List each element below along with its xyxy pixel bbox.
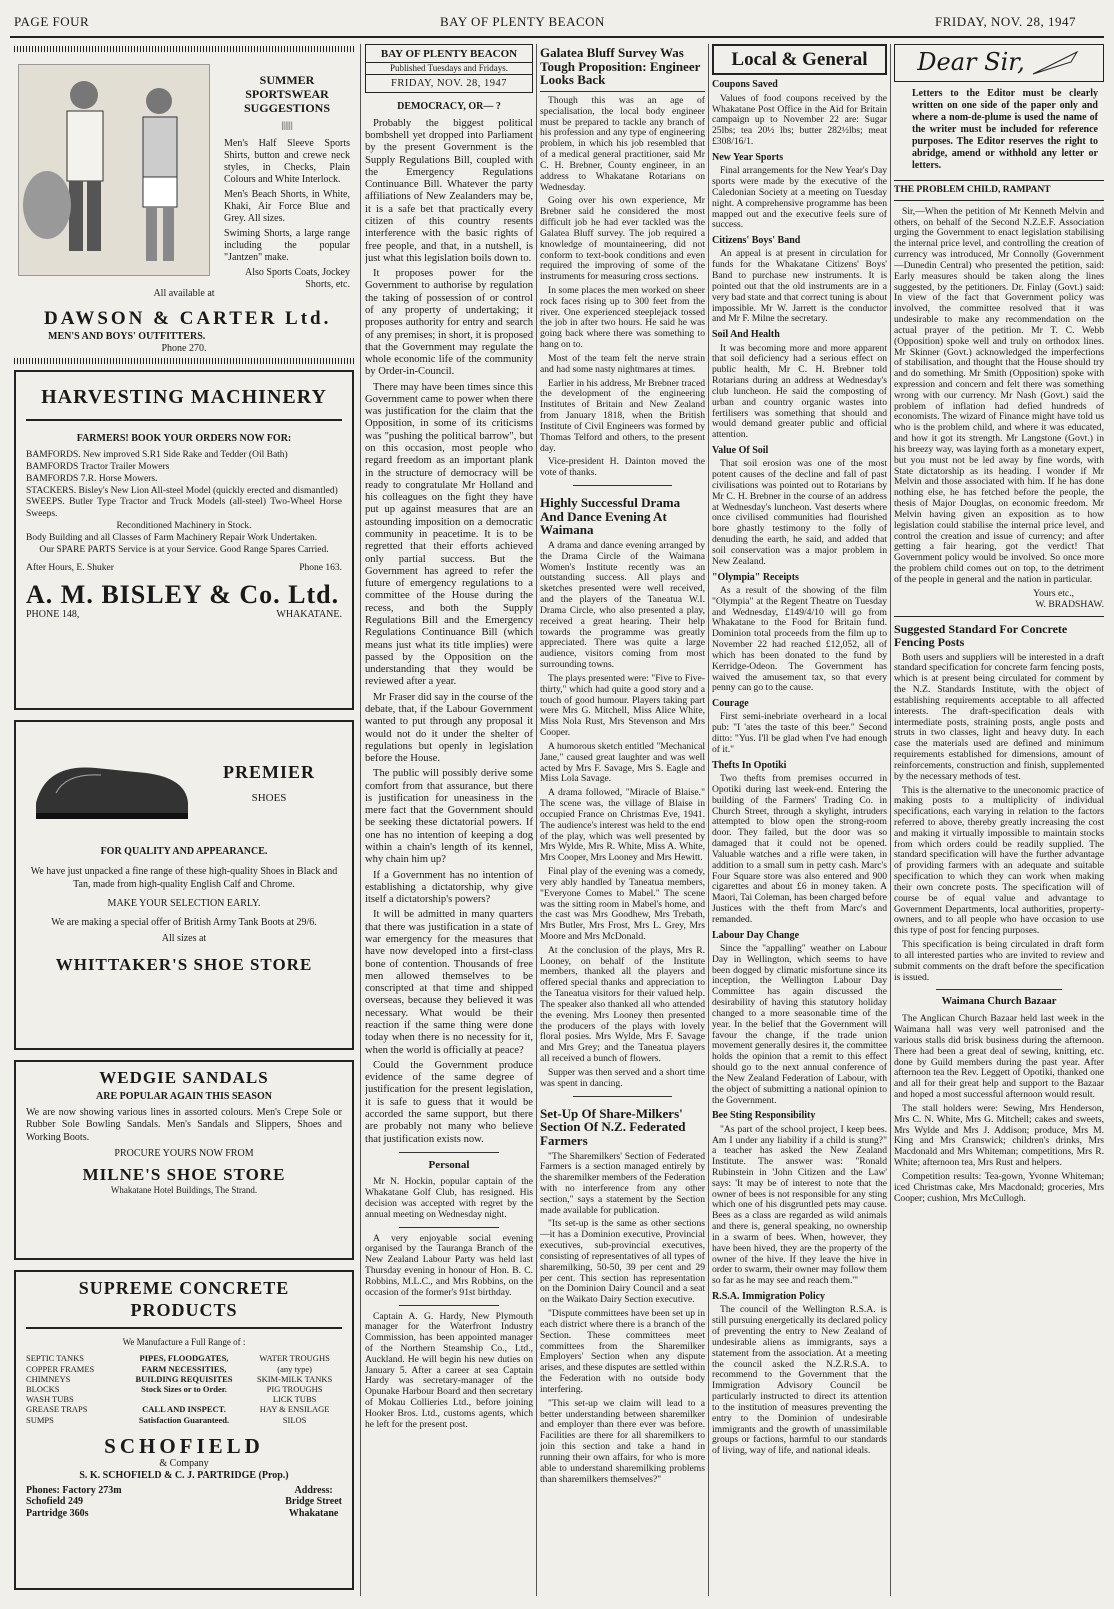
news-item-text: An appeal is at present in circulation for funds for the Whakatane Citizens' Boys' Band to purchase new instruments. It is pointed out that the old instruments are in a very bad state and that correct tuning is about impossible. Mr W. Jarrett is the conductor and Mr F. Milne the secretary. — [712, 248, 887, 325]
ad-address: Whakatane Hotel Buildings, The Strand. — [110, 1184, 258, 1195]
news-item-text: The council of the Wellington R.S.A. is still pursuing energetically its declared policy of preventing the entry to New Zealand of undesirable aliens as immigrants, says a statement from the association. At a meeting the council asked the N.Z.R.S.A. to recommend to the Government that the Immigration Advisory Council be particularly instructed to direct its attention to the institution of measures preventing the entry to the Dominion of undesirable immigrants and the growth of unassimilable groups or factions, harmful to our standards of living, way of life, and national ideals. — [712, 1304, 887, 1457]
article-paragraph: A humorous sketch entitled "Mechanical Jane," caused great laughter and was well acted by Mrs F. Savage, Mrs S. Eagle and Miss Lola Savage. — [540, 740, 705, 785]
news-item-text: That soil erosion was one of the most potent causes of the decline and fall of past civilisations was pointed out to Rotarians by Mr C. H. Brebner in the course of an address at Wednesday's luncheon. Vast deserts where once civilised communities had flourished bore ghastly testimony to the folly of denuding the earth, he said, and added that soil conservation was a major problem in New Zealand. — [712, 458, 887, 567]
brand-name: PREMIER — [223, 761, 315, 782]
letters-column — [894, 44, 1104, 1596]
article-paragraph: The stall holders were: Sewing, Mrs Henderson, Mrs C. N. White, Mrs G. Mitchell; cakes and sweets, Mrs Wylde and Mrs J. Addison; produce, Mrs M. King and Mrs Cranswick; children's drinks, Mrs Macdonald and Mrs Whiteman; competitions, Mrs R. White; afternoon tea, Mrs Rust and helpers. — [894, 1102, 1104, 1169]
article-headline: Set-Up Of Share-Milkers' Section Of N.Z. Federated Farmers — [540, 1105, 686, 1148]
article-paragraph: Competition results: Tea-gown, Yvonne Whiteman; iced Christmas cake, Mrs Macdonald; groceries, Mrs Cooper; cushion, Mrs McCullogh. — [894, 1170, 1104, 1204]
article-paragraph: The Anglican Church Bazaar held last week in the Waimana hall was very well patronised and the various stalls did brisk business during the afternoon. There had been a great deal of sewing, knitting, etc. done by Guild members during the past year. After afternoon tea the Rev. Leggett of Opotiki, thanked one and all for their great help and support to the Bazaar and hoped a most successful afternoon would result. — [894, 1013, 1104, 1101]
column-rule — [536, 44, 537, 1596]
machinery-line: Body Building and all Classes of Farm Machinery Repair Work Undertaken. — [26, 533, 318, 544]
ad-phone: Phone 270. — [161, 342, 207, 354]
ad-text: MAKE YOUR SELECTION EARLY. — [107, 898, 261, 910]
divider — [573, 485, 672, 486]
news-item-text: Two thefts from premises occurred in Opotiki during last week-end. Entering the building of the Farmers' Trading Co. in Church Street, through a skylight, intruders attempted to blow open the strong-room door. They failed, but the door was so damaged that it could not be opened. Valuable watches and a rifle were taken, in addition to a small sum in petty cash. Marc's Four Square store was also entered and 900 cigarettes and about £6 in money taken. A Maori, Tai Coleman, has been charged before Justices with the theft from Marc's and remanded. — [712, 773, 887, 925]
article-paragraph: Most of the team felt the nerve strain and had some nasty nightmares at times. — [540, 352, 705, 375]
editorial-date: FRIDAY, NOV. 28, 1947 — [391, 77, 507, 89]
ad-text: Men's Beach Shorts, in White, Khaki, Air Force Blue and Grey. All sizes. — [224, 189, 350, 225]
divider — [399, 1152, 500, 1153]
local-items-list — [712, 79, 887, 1457]
column-rule — [890, 44, 891, 1596]
machinery-line: BAMFORDS 7.R. Horse Mowers. — [26, 473, 158, 484]
editorial-paragraph: Mr Fraser did say in the course of the debate, that, if the Labour Government wanted to put through any proposal it would not do it under the shelter of regulations but openly in legislation before the House. — [365, 691, 533, 765]
ad-wedgie-sandals — [14, 1060, 354, 1260]
article-paragraph: A drama and dance evening arranged by the Drama Circle of the Waimana Women's Institute recently was an outstanding success. All plays and sketches presented were well received, and the players of the Taneatua W.I. Drama Circle, who also presented a play, received a great hearing. Their help towards the programme was greatly appreciated. There was quite a large audience, visitors coming from most surrounding towns. — [540, 540, 705, 671]
article-paragraph: The plays presented were: "Five to Five-thirty," which had quite a good story and a touch of good humour. Players taking part were Mrs G. Mitchell, Miss Alice White, Miss Nola Rust, Mrs Stevenson and Mrs Cooper. — [540, 672, 705, 739]
news-item-heading: Soil And Health — [712, 329, 780, 341]
ad-text: Men's Half Sleeve Sports Shirts, button and crewe neck styles, in Checks, Plain Colours and White Interlock. — [224, 138, 350, 186]
article-paragraph: Earlier in his address, Mr Brebner traced the development of the engineering Institutes of Britain and New Zealand from January 1818, when the British Institute of Civil Engineers was formed by Thomas Telford and others, to the present day. — [540, 377, 705, 454]
article-headline: Suggested Standard For Concrete Fencing Posts — [894, 622, 1068, 649]
article-paragraph: At the conclusion of the plays, Mrs R. Looney, on behalf of the Institute members, thanked all the players and offered special thanks and appreciation to the Taneatua visitors for their valued help. The speaker also thanked all who attended the evening. Mrs Looney then presented the producers of the plays with lovely floral posies. Mrs Wylde, Mrs F. Savage and Mrs Grey; and the Taneatua players all received a bunch of flowers. — [540, 944, 705, 1065]
products-list: WATER TROUGHS (any type) SKIM-MILK TANKS PIG TROUGHS LICK TUBS HAY & ENSILAGE SILOS — [256, 1353, 333, 1425]
article-paragraph: A drama followed, "Miracle of Blaise." The scene was, the village of Blaise in occupied France on Christmas Eve, 1941. The audience's interest was held to the end of the play, which was well presented by Mrs Wylde, Mrs R. White, Miss A. White, Mrs Cooper, Mrs Looney and Mrs Hewitt. — [540, 787, 705, 864]
article-paragraph: "The Sharemilkers' Section of Federated Farmers is a section managed entirely by the sharemilker members of the Federation with no interference from any other section," says a statement by the Section made available for publication. — [540, 1150, 705, 1216]
letter-signature: W. BRADSHAW. — [1035, 598, 1104, 610]
ad-firm-name: WHITTAKER'S SHOE STORE — [55, 955, 313, 975]
personal-paragraph: Captain A. G. Hardy, New Plymouth manager for the Waterfront Industry Commission, has been appointed manager of the Northern Steamship Co., Ltd., Auckland. He will begin his new duties on January 5. After a career at sea Captain Hardy was secretary-manager of the Opunake Harbour Board and then secretary of Mokau Collieries Ltd., before joining Hooker Bros. Ltd., customs agents, which he left for the present post. — [365, 1310, 533, 1430]
letter-body: Sir,—When the petition of Mr Kenneth Melvin and others, on behalf of the Second N.Z.E.F. Association urging the Government to enact legislation stabilising the internal price level, and controlling the creation of currency was introduced, Mr Connolly (Government—Dunedin Central) who presented the petition, said: Early measures should be taken along the lines suggested, by the petitioners. Dr. Finlay (Govt.) said: In view of the fact that Government policy was involved, the committee resolved that it was undesirable to make any recommendation on the actual prayer of the petition. Mr T. C. Webb (Opposition) spoke well and truly on orthodox lines. Mr Skinner (Govt.) acknowledged the imperfections of stabilisation, and thought that the House should try and do something. Mr Smith (Opposition) spoke with expression and concern and felt there was something wrong with our currency. Mr Nash (Govt.) said the problem of inflation had defied hundreds of economists. The wizard of Finance might have told us who is the problem child, and where it was educated, and how it got its strength. Mr Langstone (Govt.) in his breezy way, was laying forth as a monetary expert, but you must not be led away by fine words, with State dictatorship as its heading. I wonder if Mr Melvin and those associated with him. If he has done nothing else, he has fetched before the people, the thesis of Major Douglas, on economic freedom. Mr Melvin having given an exposition as to how legislation could stabilise the internal price level, and control the creation and issue of currency; and after getting a fair hearing, got the verdict! That Government policy would be involved. So once more the problem child comes out on top, to the detriment of the people in general and the nation in particular. — [894, 205, 1104, 585]
article-headline: Highly Successful Drama And Dance Evening At Waimana — [540, 495, 681, 538]
news-item-heading: Bee Sting Responsibility — [712, 1110, 816, 1122]
news-item-text: As a result of the showing of the film "Olympia" at the Regent Theatre on Tuesday and Wednesday, £149/4/10 will go from Whakatane to the Food for Britain fund. Dominion total proceeds from the film up to November 22 had reached £12,052, all of which has been donated to the fund by Kerridge-Odeon. The Government has waived the amusement tax, so that every penny can go to the cause. — [712, 584, 887, 694]
article-paragraph: This specification is being circulated in draft form to all interested parties who are invited to review and submit comments on the draft before the specification is issued. — [894, 939, 1104, 983]
ad-title: SUMMER SPORTSWEAR SUGGESTIONS — [243, 73, 331, 115]
column-rule — [360, 44, 361, 1596]
news-item-text: Since the "appalling" weather on Labour Day in Wellington, which seems to have been dogged by climatic misfortune since its inception, the Wellington Labour Day Committee has again discussed the desirability of having this statutory holiday changed to a more seasonable time of the year. In the belief that the Government will favour the change, if the trade union movement generally desires it, the committee holds the opinion that a remit to this effect should go to the next annual conference of the New Zealand Federation of Labour, with the object of submitting a national opinion to the Government. — [712, 942, 887, 1106]
ad-text: We are making a special offer of British Army Tank Boots at 29/6. — [51, 917, 317, 929]
news-item-heading: Citizens' Boys' Band — [712, 235, 801, 247]
section-title: Local & General — [712, 44, 887, 75]
article-paragraph: "Its set-up is the same as other sections—it has a Dominion executive, Provincial executives, sub-provincial executives, consisting of representatives of all types of sharemilking, 50-50, 39 per cent and 29 per cent. This section has representation on the Dominion Dairy Council and a seat on the Waikato Dairy Section executive. — [540, 1218, 705, 1306]
quill-pen-icon — [1031, 50, 1081, 76]
dear-sir-logo — [894, 44, 1104, 82]
hatched-border — [14, 46, 354, 52]
products-list: SEPTIC TANKS COPPER FRAMES CHIMNEYS BLOCKS WASH TUBS GREASE TRAPS SUMPS — [26, 1353, 95, 1425]
letter-signoff: Yours etc., — [1033, 587, 1074, 599]
after-hours: After Hours, E. Shuker — [26, 562, 114, 573]
machinery-line: BAMFORDS Tractor Trailer Mowers — [26, 461, 170, 472]
ad-harvesting-machinery — [14, 370, 354, 710]
divider — [399, 1305, 500, 1306]
publication-days: Published Tuesdays and Fridays. — [366, 62, 532, 74]
editorial-paragraph: It will be admitted in many quarters that there was justification in a state of war emergency for the measures that have now developed into a first-class bone of contention. Thousands of free men allowed themselves to be conscripted at that time and shipped overseas, because they believed it was necessary. What would be their reaction if the same thing were done today when there is no necessity for it, when the world is officially at peace? — [365, 909, 533, 1056]
advertisements-column — [14, 44, 354, 1596]
news-item-heading: Coupons Saved — [712, 79, 778, 91]
article-paragraph: Both users and suppliers will be interested in a draft standard specification for concrete farm fencing posts, which is at present being circulated for comment by the N.Z. Standards Institute, with the object of establishing requirements acceptable to all affected interests. The draft-specification deals with intermediate posts, straining posts, angle posts and struts in two classes, light and heavy duty. In each case the materials used are defined and minimum requirements established for dimensions, amount of reinforcements, construction and finish, supplemented by the necessary methods of test. — [894, 651, 1104, 782]
ad-subtitle: MEN'S AND BOYS' OUTFITTERS. — [48, 331, 206, 343]
ad-supreme-concrete — [14, 1270, 354, 1590]
ad-intro: FARMERS! BOOK YOUR ORDERS NOW FOR: — [76, 432, 292, 444]
ad-title: WEDGIE SANDALS — [99, 1068, 269, 1088]
shoe-illustration-icon — [26, 733, 196, 833]
ad-proprietors: S. K. SCHOFIELD & C. J. PARTRIDGE (Prop.) — [79, 1469, 289, 1481]
article-paragraph: Final play of the evening was a comedy, very ably handled by Taneatua members, "Everyone Comes to Mabel." The scene was the sitting room in Mabel's home, and the cast was Mrs Goodhew, Mrs Trebath, Mrs Butler, Mrs Frost, Mrs L. Grey, Mrs Moore and Mrs McDonald. — [540, 866, 705, 942]
editorial-paragraph: If a Government has no intention of establishing a dictatorship, why give itself a dictatorship's powers? — [365, 869, 533, 906]
ad-premier-shoes — [14, 720, 354, 1050]
ad-phone: Phones: Factory 273m Schofield 249 Partridge 360s — [26, 1485, 122, 1519]
news-item-heading: Labour Day Change — [712, 929, 800, 941]
article-paragraph: Supper was then served and a short time was spent in dancing. — [540, 1066, 705, 1089]
editorial-paragraph: Could the Government produce evidence of the same degree of justification for the present legislation, it is safe to guess that it would be accorded the same support, but there are probably not many who believe that justification exists now. — [365, 1059, 533, 1145]
news-item-heading: New Year Sports — [712, 151, 784, 163]
ad-text: All sizes at — [161, 933, 207, 945]
issue-date: FRIDAY, NOV. 28, 1947 — [935, 14, 1077, 29]
article-paragraph: Going over his own experience, Mr Brebner said he considered the most difficult job he had ever tackled was the Galatea Bluff survey. The job required a knowledge of mountaineering, did not conform to text-book conditions and even required the improving of some of the instruments for measuring cross sections. — [540, 195, 705, 283]
masthead-rule — [10, 36, 1104, 38]
machinery-line: BAMFORDS. New improved S.R1 Side Rake and Tedder (Oil Bath) — [26, 449, 288, 460]
ad-text: We have just unpacked a fine range of these high-quality Shoes in Black and Tan, made from high-quality English Calf and Chrome. — [30, 866, 338, 891]
editorial-paragraph: The public will possibly derive some comfort from that assurance, but there is justification for uneasiness in the mere fact that the Government should be seeking these dictatorial powers. If one has no intention of keeping a dog within a chain's length of its kennel, why chain him up? — [365, 768, 533, 866]
ad-company: & Company — [159, 1458, 209, 1470]
ad-firm-name: SCHOFIELD — [104, 1433, 264, 1458]
letter-title: THE PROBLEM CHILD, RAMPANT — [894, 185, 1051, 195]
article-paragraph: Though this was an age of specialisation, the local body engineer must be prepared to tackle any branch of his profession and any type of engineering problem, in which his job resembled that of a medical general practitioner, said Mr C. H. Brebner, County engineer, in an address to Whakatane Rotarians on Wednesday. — [540, 94, 705, 193]
machinery-line: Our SPARE PARTS Service is at your Service. Good Range Spares Carried. — [39, 544, 329, 555]
ad-firm-name: MILNE'S SHOE STORE — [82, 1165, 286, 1185]
ad-title: SUPREME CONCRETE PRODUCTS — [26, 1278, 342, 1329]
news-item-heading: "Olympia" Receipts — [712, 571, 799, 583]
news-item-text: Final arrangements for the New Year's Day sports were made by the executive of the Caledonian Society at a meeting on Tuesday night. A comprehensive programme has been mapped out and the executive feels sure of success. — [712, 165, 887, 231]
ad-subtitle: ARE POPULAR AGAIN THIS SEASON — [96, 1091, 272, 1103]
ad-text: Also Sports Coats, Jockey Shorts, etc. — [245, 267, 350, 291]
editorial-title: DEMOCRACY, OR— ? — [397, 101, 501, 113]
section-title: Personal — [428, 1158, 470, 1171]
machinery-line: SWEEPS. Butler Type Tractor and Truck Models (all-steel) Two-Wheel Horse Sweeps. — [26, 497, 342, 520]
article-paragraph: This is the alternative to the uneconomic practice of making posts to a multiplicity of individual specifications, each varying in relation to the factors referred to above, thereby greatly increasing the cost and making it virtually impossible to maintain stocks from which orders could be readily supplied. The standard specification will have the further advantage of providing farmers with an adequate and suitable specification to which they can work when making their own concrete posts. The specification will of course be of equal value and advantage to Government Departments, local authorities, property-owners, and to all people who have occasion to use this type of post for fencing purposes. — [894, 784, 1104, 937]
machinery-line: STACKERS. Bisley's New Lion All-steel Model (quickly erected and dismantled) — [26, 485, 338, 496]
paper-name: BAY OF PLENTY BEACON — [440, 14, 605, 29]
ad-text: Swiming Shorts, a large range including the popular "Jantzen" make. — [224, 228, 350, 264]
ad-tagline: FOR QUALITY AND APPEARANCE. — [100, 846, 268, 858]
ad-dawson-carter — [14, 58, 354, 326]
products-list: PIPES, FLOODGATES, FARM NECESSITIES, BUILDING REQUISITES Stock Sizes or to Order. CALL AND INSPECT. Satisfaction Guaranteed. — [135, 1353, 233, 1425]
ad-title: HARVESTING MACHINERY — [26, 378, 342, 421]
ad-address: Address: Bridge Street Whakatane — [285, 1485, 342, 1519]
news-item-text: First semi-inebriate overheard in a local pub: "I 'ates the taste of this beer." Second ditto: "Yus. I'll be glad when I've had enough of it." — [712, 711, 887, 755]
editorial-paragraph: Probably the biggest political bombshell yet dropped into Parliament by the present Government is the Supply Regulations Bill, coupled with the Emergency Regulations Continuance Bill. Whatever the party affiliations of New Zealanders may be, it is a safe bet that practically every citizen of this country resents interference with the basic rights of free people, and that, in a nutshell, is just what this legislation boils down to. — [365, 117, 533, 264]
sportsmen-illustration-icon — [18, 64, 210, 276]
machinery-line: Reconditioned Machinery in Stock. — [116, 521, 252, 532]
personal-paragraph: Mr N. Hockin, popular captain of the Whakatane Golf Club, has resigned. His decision was accepted with regret by the annual meeting on Wednesday night. — [365, 1176, 533, 1220]
hatched-border — [14, 358, 354, 364]
ad-town: WHAKATANE. — [276, 608, 342, 620]
ad-firm-name: A. M. BISLEY & Co. Ltd. — [26, 579, 340, 609]
ad-text: We are now showing various lines in assorted colours. Men's Crepe Sole or Rubber Sole Bowling Sandals. Men's Sandals and Slippers, Shoes and Working Boots. — [26, 1106, 342, 1143]
page-number: PAGE FOUR — [14, 14, 90, 29]
article-headline: Waimana Church Bazaar — [941, 996, 1057, 1008]
local-general-column — [712, 44, 887, 1596]
news-item-text: "As part of the school project, I keep bees. Am I under any liability if a child is stung?" a teacher has asked the New Zealand Institute. The answer was: "Ronald Rubinstein in 'John Citizen and the Law' says: 'It may be of interest to note that the owner of bees is not responsible for any sting which one of his disgruntled pets may cause. Bees as a class are regarded as wild animals and there is, general speaking, no ownership in a swarm of bees. When, however, they have been hived, they are the property of the owner of the hive. If they leave the hive in order to swarm, their owner may follow them so far as he may see and reach them.'" — [712, 1123, 887, 1287]
ad-text: All available at — [153, 288, 215, 299]
brand-sub: SHOES — [251, 792, 287, 805]
article-paragraph: In some places the men worked on sheer rock faces rising up to 300 feet from the river. One experienced steeplejack tossed the job in after two hours. He said he was going back where there was something to hang on to. — [540, 285, 705, 351]
article-paragraph: "Dispute committees have been set up in each district where there is a branch of the Section. These committees meet committees from the Sharemilker Employers' Section when any dispute arises, and these disputes are settled within the Federation with no outside body interfering. — [540, 1308, 705, 1395]
ad-phone: Phone 163. — [299, 562, 342, 573]
column-rule — [708, 44, 709, 1596]
masthead — [0, 0, 1114, 32]
article-headline: Galatea Bluff Survey Was Tough Proposition: Engineer Looks Back — [540, 45, 701, 88]
editorial-paragraph: It proposes power for the Government to authorise by regulation the taking of possession of or control of any property of undertaking; it proposes authority for entry and search of any premises; in short, it is proposed that the Government may regulate the whole economic life of the community by Order-in-Council. — [365, 268, 533, 378]
divider — [936, 989, 1062, 990]
news-item-heading: R.S.A. Immigration Policy — [712, 1291, 826, 1303]
editorial-paragraph: There may have been times since this Government came to power when there was justification for the claim that the Opposition, in some of its criticisms was "pushing the political barrow", but on this occasion, most people who regard freedom as an important plank in the structure of democracy will be ready to congratulate Mr Holland and his colleagues on the fight they have put up against measures that are an astounding imposition on a democratic community in peacetime. It is to be regretted that their efforts achieved only partial success. But the Government has agreed to refer the future of emergency regulations to a committee of the House during the recess, and both the Supply Regulations Bill and the Emergency Regulations Continuance Bill (which means just what its title implies) were passed by the Opposition on the understanding that they would be reviewed after a year. — [365, 381, 533, 688]
divider — [573, 1096, 672, 1097]
divider-icon: |||||| — [281, 120, 293, 132]
logo-lettering: Dear Sir, — [917, 48, 1025, 77]
news-item-heading: Thefts In Opotiki — [712, 759, 787, 771]
personal-paragraph: A very enjoyable social evening organised by the Tauranga Branch of the New Zealand Labour Party was held last Thursday evening in honour of Hon. B. C. Robbins, M.L.C., and Mrs Robbins, on the occasion of the former's 91st birthday. — [365, 1232, 533, 1298]
news-item-heading: Courage — [712, 698, 749, 710]
editorial-column — [365, 44, 533, 1596]
article-paragraph: Vice-president H. Dainton moved the vote of thanks. — [540, 456, 705, 479]
ad-text: We Manufacture a Full Range of : — [122, 1337, 246, 1348]
ad-phone: PHONE 148, — [26, 608, 80, 620]
news-item-heading: Value Of Soil — [712, 445, 769, 457]
divider — [399, 1227, 500, 1228]
letters-notice: Letters to the Editor must be clearly written on one side of the paper only and where a nom-de-plume is used the name of the writer must be included for reference purposes. The Editor reserves the right to abridge, amend or withhold any letter or letters. — [912, 88, 1098, 171]
paper-name: BAY OF PLENTY BEACON — [380, 48, 518, 60]
ad-text: PROCURE YOURS NOW FROM — [114, 1148, 254, 1160]
article-paragraph: "This set-up we claim will lead to a better understanding between sharemilker and employer than there ever was before. Facilities are there for all sharemilkers to join this section and take a hand in running their own affairs, for who is more able to understand sharemilking problems than sharemilkers themselves?" — [540, 1397, 705, 1485]
news-item-text: Values of food coupons received by the Whakatane Post Office in the Aid for Britain campaign up to November 22 are: Sugar 25lbs; tea 20½ lbs; butter 282½lbs; meat £308/16/1. — [712, 92, 887, 148]
news-column — [540, 44, 705, 1596]
ad-firm-name: DAWSON & CARTER Ltd. — [44, 308, 332, 329]
news-item-text: It was becoming more and more apparent that soil deficiency had a serious effect on public health, Mr C. H. Brebner told Rotarians during an address at Wednesday's club luncheon. He said the composting of urban and country organic wastes into fertilisers was something that should and would demand greater public and official attention. — [712, 342, 887, 441]
